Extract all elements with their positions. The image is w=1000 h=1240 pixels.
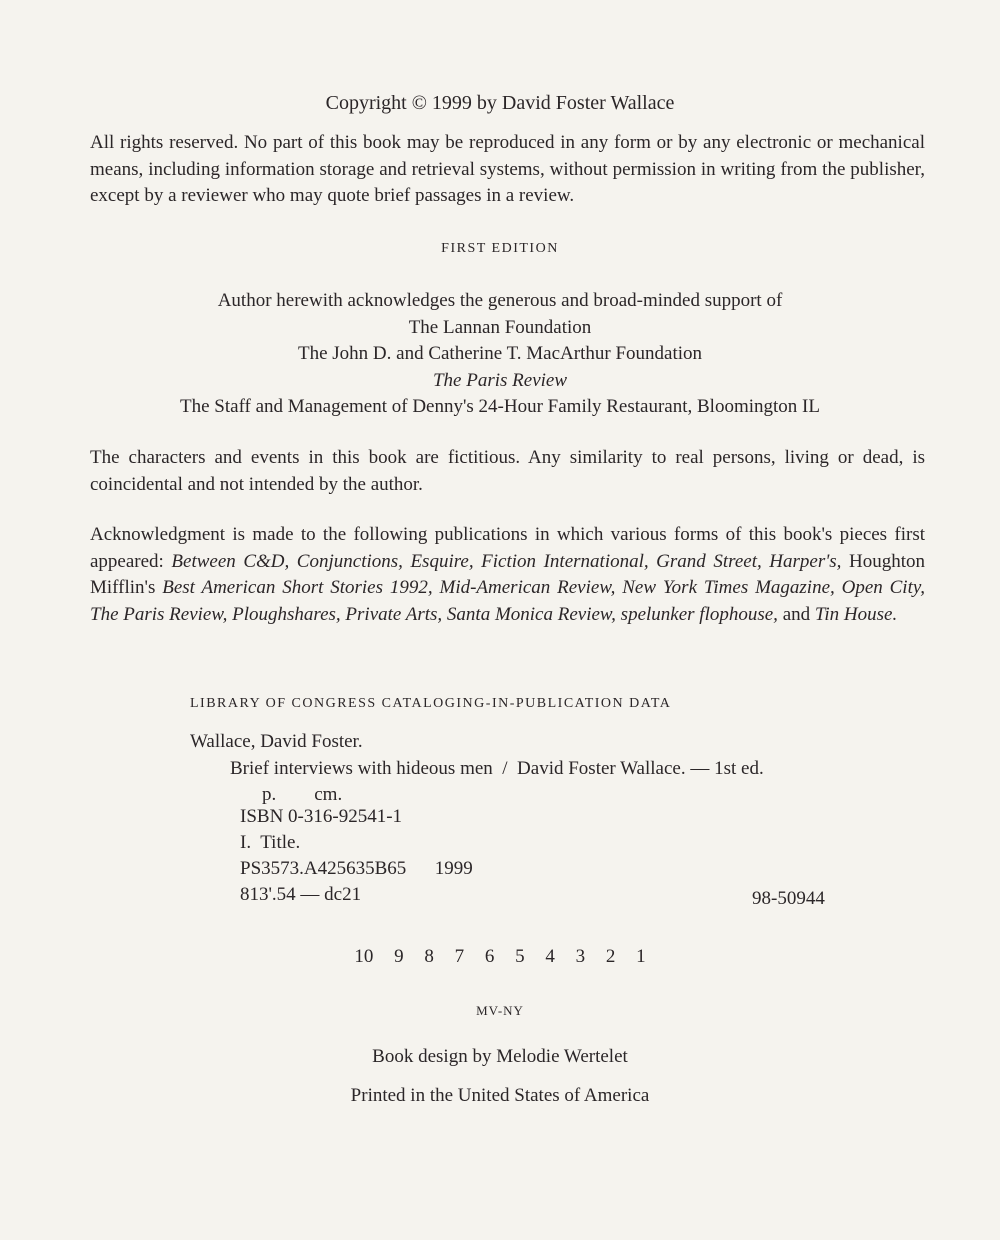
printer-code: MV-NY: [476, 1003, 524, 1018]
support-line: The John D. and Catherine T. MacArthur Foundation: [297, 343, 703, 364]
rights-notice: All rights reserved. No part of this book may be reproduced in any form or by any electronic or mechanical means, including information storage and retrieval systems, without permission in writing from the publisher, except by a reviewer who may quote brief passages in a review.: [90, 132, 925, 206]
publications-and: and: [782, 603, 811, 625]
cip-pages: p. cm.: [262, 784, 343, 805]
print-line: 10 9 8 7 6 5 4 3 2 1: [354, 946, 646, 967]
cip-heading: LIBRARY OF CONGRESS CATALOGING-IN-PUBLICATION DATA: [190, 696, 672, 711]
publications-list: Best American Short Stories 1992, Mid-American Review, New York Times Magazine, Open City, The Paris Review, Ploughshares, Private Arts, Santa Monica Review, spelunker flophouse,: [90, 577, 925, 625]
support-line: The Staff and Management of Denny's 24-Hour Family Restaurant, Bloomington IL: [180, 396, 820, 417]
support-intro: Author herewith acknowledges the generous and broad-minded support of: [217, 290, 783, 311]
printed-in: Printed in the United States of America: [350, 1085, 650, 1106]
book-design-credit: Book design by Melodie Wertelet: [372, 1046, 628, 1067]
support-line: The Lannan Foundation: [408, 316, 592, 338]
cip-lccn: 98-50944: [752, 888, 825, 909]
publications-acknowledgment: [90, 522, 925, 628]
cip-author: Wallace, David Foster.: [190, 731, 363, 752]
publications-list: Between C&D, Conjunctions, Esquire, Fiction International, Grand Street, Harper's,: [171, 550, 842, 572]
cip-title: Brief interviews with hideous men / David Foster Wallace. — 1st ed.: [230, 758, 764, 779]
support-line: The Paris Review: [432, 369, 568, 391]
edition-label: FIRST EDITION: [441, 241, 559, 256]
fiction-notice: The characters and events in this book are fictitious. Any similarity to real persons, living or dead, is coincidental and not intended by the author.: [90, 447, 925, 495]
cip-isbn: ISBN 0-316-92541-1: [240, 806, 403, 827]
publications-last: Tin House.: [814, 603, 898, 625]
cip-call-number: PS3573.A425635B65 1999: [240, 858, 473, 879]
copyright-line: Copyright © 1999 by David Foster Wallace: [325, 92, 675, 114]
publications-prefix: Acknowledgment is made to the following publications in which various forms of this book's pieces first appeared:: [90, 524, 925, 572]
support-acknowledgment: [0, 288, 1000, 421]
cip-dewey: 813'.54 — dc21: [240, 884, 362, 905]
cip-subject: I. Title.: [240, 832, 301, 853]
publications-mid: Houghton Mifflin's: [90, 550, 925, 598]
